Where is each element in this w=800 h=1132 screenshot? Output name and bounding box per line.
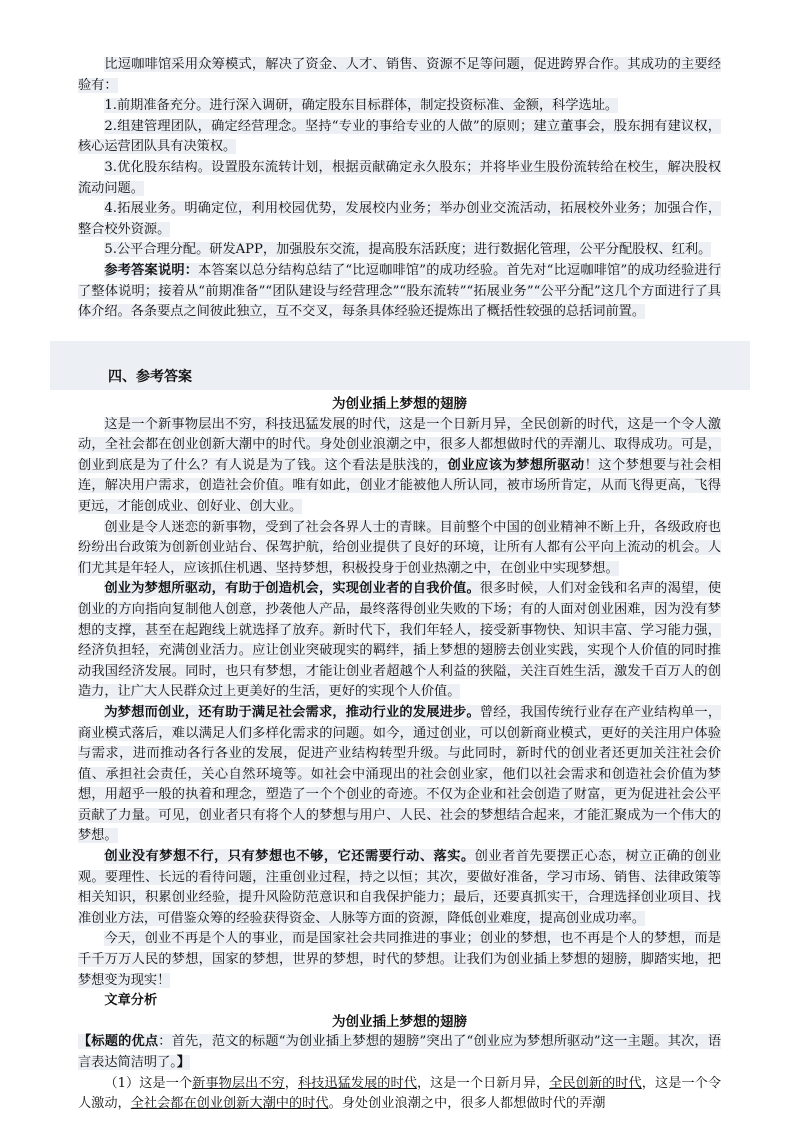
answer-explanation-label: 参考答案说明：	[104, 262, 199, 278]
essay-title: 为创业插上梦想的翅膀	[332, 396, 467, 412]
experience-item: 4.拓展业务。明确定位，利用校园优势，发展校内业务；举办创业交流活动，拓展校外业务；加强合作，整合校外资源。	[78, 201, 721, 237]
answer-explanation	[78, 261, 721, 323]
underlined-phrase: 全社会都在创业创新大潮中的时代	[130, 1096, 329, 1112]
essay-paragraph: 创业是令人迷恋的新事物，受到了社会各界人士的青睐。目前整个中国的创业精神不断上升，各级政府也纷纷出台政策为创新创业站台、保驾护航，给创业提供了良好的环境，让所有人都有公平向上流动的机会。人们尤其是年轻人，应该抓住机遇、坚持梦想，积极投身于创业热潮之中，在创业中实现梦想。	[78, 519, 721, 576]
essay	[78, 394, 721, 1115]
section-heading: 四、参考答案	[108, 369, 192, 385]
analysis-heading: 文章分析	[104, 993, 158, 1009]
underlined-phrase: 新事物层出不穷	[192, 1075, 285, 1091]
thesis-sentence: 创业应该为梦想所驱动	[447, 457, 585, 473]
analysis-title: 为创业插上梦想的翅膀	[332, 1013, 467, 1030]
experience-section	[78, 55, 721, 323]
essay-paragraph: 为梦想而创业，还有助于满足社会需求，推动行业的发展进步。曾经，我国传统行业存在产业结构单一，商业模式落后，难以满足人们多样化需求的问题。如今，通过创业，可以创新商业模式，更好的关注用户体验与需求，进而推动各行各业的发展，促进产业结构转型升级。与此同时，新时代的创业者还更加关注社会价值、承担社会责任，关心自然环境等。如社会中涌现出的社会创业家，他们以社会需求和创造社会价值为梦想，用超乎一般的执着和理念，塑造了一个个创业的奇迹。不仅为企业和社会创造了财富，更为促进社会公平贡献了力量。可见，创业者只有将个人的梦想与用户、人民、社会的梦想结合起来，才能汇聚成为一个伟大的梦想。	[78, 704, 722, 844]
underlined-phrase: 全民创新的时代	[549, 1075, 642, 1091]
essay-paragraph: 创业没有梦想不行，只有梦想也不够，它还需要行动、落实。创业者首先要摆正心态，树立正确的创业观。要理性、长远的看待问题，注重创业过程，持之以恒；其次，要做好准备，学习市场、销售、法律政策等相关知识，积累创业经验，提升风险防范意识和自我保护能力；最后，还要真抓实干，合理选择创业项目、找准创业方法，可借鉴众筹的经验获得资金、人脉等方面的资源，降低创业难度，提高创业成功率。	[78, 849, 721, 926]
analysis-line: （1）这是一个新事物层出不穷，科技迅猛发展的时代，这是一个日新月异，全民创新的时代，这是一个令人激动，全社会都在创业创新大潮中的时代。身处创业浪潮之中，很多人都想做时代的弄潮	[78, 1075, 722, 1112]
experience-item: 3.优化股东结构。设置股东流转计划，根据贡献确定永久股东；并将毕业生股份流转给在校生，解决股权流动问题。	[78, 159, 721, 196]
essay-paragraph: 创业为梦想所驱动，有助于创造机会，实现创业者的自我价值。很多时候，人们对金钱和名声的渴望，使创业的方向指向复制他人创意，抄袭他人产品，最终落得创业失败的下场；有的人面对创业困难，因为没有梦想的支撑，甚至在起跑线上就选择了放弃。新时代下，我们年轻人，接受新事物快、知识丰富、学习能力强，经济负担轻，充满创业活力。应让创业突破现实的羁绊，插上梦想的翅膀去创业实践，实现个人价值的同时推动我国经济发展。同时，也只有梦想，才能让创业者超越个人利益的狭隘，关注百姓生活，激发千百万人的创造力，让广大人民群众过上更美好的生活，更好的实现个人价值。	[78, 581, 722, 700]
experience-item: 1.前期准备充分。进行深入调研，确定股东目标群体，制定投资标准、金额，科学选址。	[104, 98, 619, 114]
underlined-phrase: 科技迅猛发展的时代	[297, 1075, 417, 1091]
essay-paragraph: 今天，创业不再是个人的事业，而是国家社会共同推进的事业；创业的梦想，也不再是个人的梦想，而是千千万万人民的梦想，国家的梦想，世界的梦想，时代的梦想。让我们为创业插上梦想的翅膀，脚踏实地，把梦想变为现实！	[78, 931, 721, 988]
topic-sentence: 为梦想而创业，还有助于满足社会需求，推动行业的发展进步。	[104, 704, 480, 720]
topic-sentence: 创业没有梦想不行，只有梦想也不够，它还需要行动、落实。	[104, 849, 475, 865]
answer-explanation-text: 本答案以总分结构总结了“比逗咖啡馆”的成功经验。首先对“比逗咖啡馆”的成功经验进行了整体说明；接着从“前期准备”“团队建设与经营理念”“股东流转”“拓展业务”“公平分配”这几个方面进行了具体介绍。各条要点之间彼此独立，互不交叉，每条具体经验还提炼出了概括性较强的总括词前置。	[78, 262, 722, 320]
title-note: 【标题的优点：首先，范文的标题“为创业插上梦想的翅膀”突出了“创业应为梦想所驱动”这一主题。其次，语言表达简洁明了。】	[78, 1034, 722, 1070]
essay-paragraph: 这是一个新事物层出不穷，科技迅猛发展的时代，这是一个日新月异，全民创新的时代，这是一个令人激动，全社会都在创业创新大潮中的时代。身处创业浪潮之中，很多人都想做时代的弄潮儿、取得成功。可是，创业到底是为了什么？有人说是为了钱。这个看法是肤浅的，创业应该为梦想所驱动！这个梦想要与社会相连，解决用户需求，创造社会价值。唯有如此，创业才能被他人所认同，被市场所肯定，从而飞得更高，飞得更远，才能创成业、创好业、创大业。	[78, 416, 722, 514]
title-note-label: 标题的优点	[91, 1034, 159, 1050]
topic-sentence: 创业为梦想所驱动，有助于创造机会，实现创业者的自我价值。	[104, 581, 480, 597]
experience-item: 5.公平合理分配。研发APP，加强股东交流，提高股东活跃度；进行数据化管理，公平分配股权、红利。	[104, 242, 712, 258]
experience-item: 2.组建管理团队，确定经营理念。坚持“专业的事给专业的人做”的原则；建立董事会，股东拥有建议权，核心运营团队具有决策权。	[78, 118, 721, 155]
experience-intro: 比逗咖啡馆采用众筹模式，解决了资金、人才、销售、资源不足等问题，促进跨界合作。其成功的主要经验有：	[78, 57, 721, 93]
